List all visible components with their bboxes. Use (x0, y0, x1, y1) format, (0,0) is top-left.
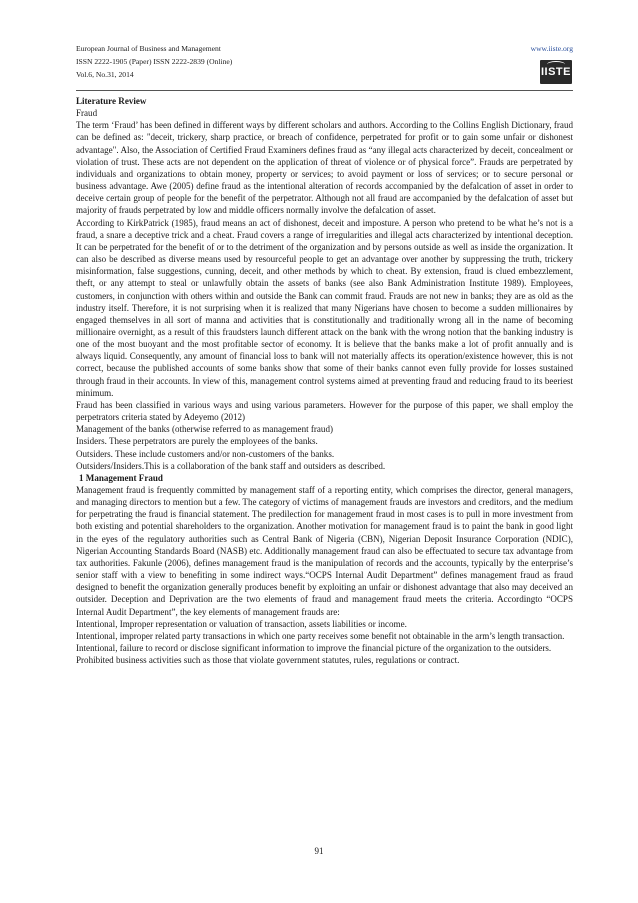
list-item: Outsiders/Insiders.This is a collaboration of the bank staff and outsiders as described. (76, 460, 386, 471)
article-body (76, 95, 573, 666)
logo-text: IISTE (540, 66, 571, 78)
paragraph: Fraud has been classified in various ways and using various parameters. However for the purpose of this paper, we shall employ the perpetrators criteria stated by Adeyemo (2012) (76, 399, 573, 423)
list-item: Outsiders. These include customers and/or non-customers of the banks. (76, 448, 335, 459)
section-title: Literature Review (76, 96, 147, 106)
list-item: Intentional, improper related party transactions in which one party receives some benefit not obtainable in the arm’s length transaction. (76, 630, 565, 641)
page-header (76, 42, 573, 81)
management-fraud-heading: 1 Management Fraud (79, 472, 163, 483)
paragraph: Management fraud is frequently committed by management staff of a reporting entity, which comprises the director, general managers, and managing directors to mention but a few. The category of victims of management frauds are investors and creditors, and the medium for perpetrating the fraud is financial statement. The predilection for management fraud in most cases is to pull in more investment from both existing and potential shareholders to the organization. Another motivation for management fraud is to paint the bank in good light in the eyes of the regulatory authorities such as Central Bank of Nigeria (CBN), Nigerian Deposit Insurance Corporation (NDIC), Nigerian Accounting Standards Board (NASB) etc. Additionally management fraud can also be effectuated to secure tax advantage from tax authorities. Fakunle (2006), defines management fraud is the manipulation of records and the accounts, typically by the enterprise’s senior staff with a view to benefiting in some indirect ways.“OCPS Internal Audit Department” defines management fraud as fraud designed to benefit the organization generally produces benefit by exploiting an unfair or dishonest advantage that also may deceived an outsider. Deception and Deprivation are the two elements of fraud and management fraud meets the criteria. Accordingto “OCPS Internal Audit Department”, the key elements of management frauds are: (76, 485, 573, 617)
list-item: Intentional, Improper representation or valuation of transaction, assets liabilities or income. (76, 618, 407, 629)
iiste-logo (540, 60, 572, 84)
list-item: Management of the banks (otherwise referred to as management fraud) (76, 424, 333, 435)
list-item: Insiders. These perpetrators are purely the employees of the banks. (76, 436, 318, 447)
subsection-title: Fraud (76, 108, 98, 119)
journal-title: European Journal of Business and Management (76, 44, 221, 53)
list-item: Prohibited business activities such as those that violate government statutes, rules, regulations or contract. (76, 655, 460, 666)
paragraph: According to KirkPatrick (1985), fraud means an act of dishonest, deceit and imposture. A person who pretend to be what he’s not is a fraud, a snare a deceptive trick and a cheat. Fraud covers a range of irregularities and illegal acts characterized by intentional deception. It can be perpetrated for the benefit of or to the detriment of the organization and by persons outside as well as inside the organization. It can also be described as diverse means used by resourceful people to get an advantage over another by suppressing the truth, trickery misinformation, false suggestions, cunning, deceit, and other methods by which to cheat. By extension, fraud is clued embezzlement, theft, or any attempt to steal or unlawfully obtain the assets of banks (see also Bank Administration Institute 1989). Employees, customers, in conjunction with others within and outside the Bank can commit fraud. Frauds are not new in banks; they are as old as the industry itself. Therefore, it is not surprising when it is realized that many Nigerians have chosen to become a sudden millionaires by engaged themselves in all sort of manna and activities that is constitutionally and traditionally wrong all in the name of becoming millionaire overnight, as a result of this fraudsters launch different attack on the bank with the wrong notion that the banking industry is one of the most buoyant and the most profitable sector of economy. It is believe that the banks make a lot of profit annually and is always liquid. Consequently, any amount of financial loss to bank will not materially affects its operation/existence however, this is not correct, because the published accounts of some banks show that some of their banks cannot even fully provide for losses sustained through fraud in their accounts. In view of this, management control systems aimed at preventing fraud and reducing fraud to its beeriest minimum. (76, 217, 573, 398)
page-number: 91 (314, 846, 324, 856)
issn-line: ISSN 2222-1905 (Paper) ISSN 2222-2839 (Online) (76, 57, 233, 66)
header-divider (76, 90, 573, 91)
list-item: Intentional, failure to record or disclose significant information to improve the financial picture of the organization to the outsiders. (76, 643, 552, 654)
journal-url-link[interactable]: www.iiste.org (530, 44, 573, 53)
volume-line: Vol.6, No.31, 2014 (76, 70, 134, 79)
paragraph: The term ‘Fraud’ has been defined in different ways by different scholars and authors. According to the Collins English Dictionary, fraud can be defined as: "deceit, trickery, sharp practice, or breach of confidence, perpetrated for profit or to gain some unfair or dishonest advantage". Also, the Association of Certified Fraud Examiners defines fraud as “any illegal acts characterized by deceit, concealment or violation of trust. These acts are not dependent on the application of threat of violence or of physical force”. Frauds are perpetrated by individuals and organizations to obtain money, property or services; to avoid payment or loss of services; or to secure personal or business advantage. Awe (2005) define fraud as the intentional alteration of records accompanied by the defalcation of asset in order to deceive certain group of people for the benefit of the perpetrator. Although not all fraud are accompanied by the defalcation of asset but majority of frauds perpetrated by low and middle officers normally involve the defalcation of asset. (76, 120, 573, 216)
